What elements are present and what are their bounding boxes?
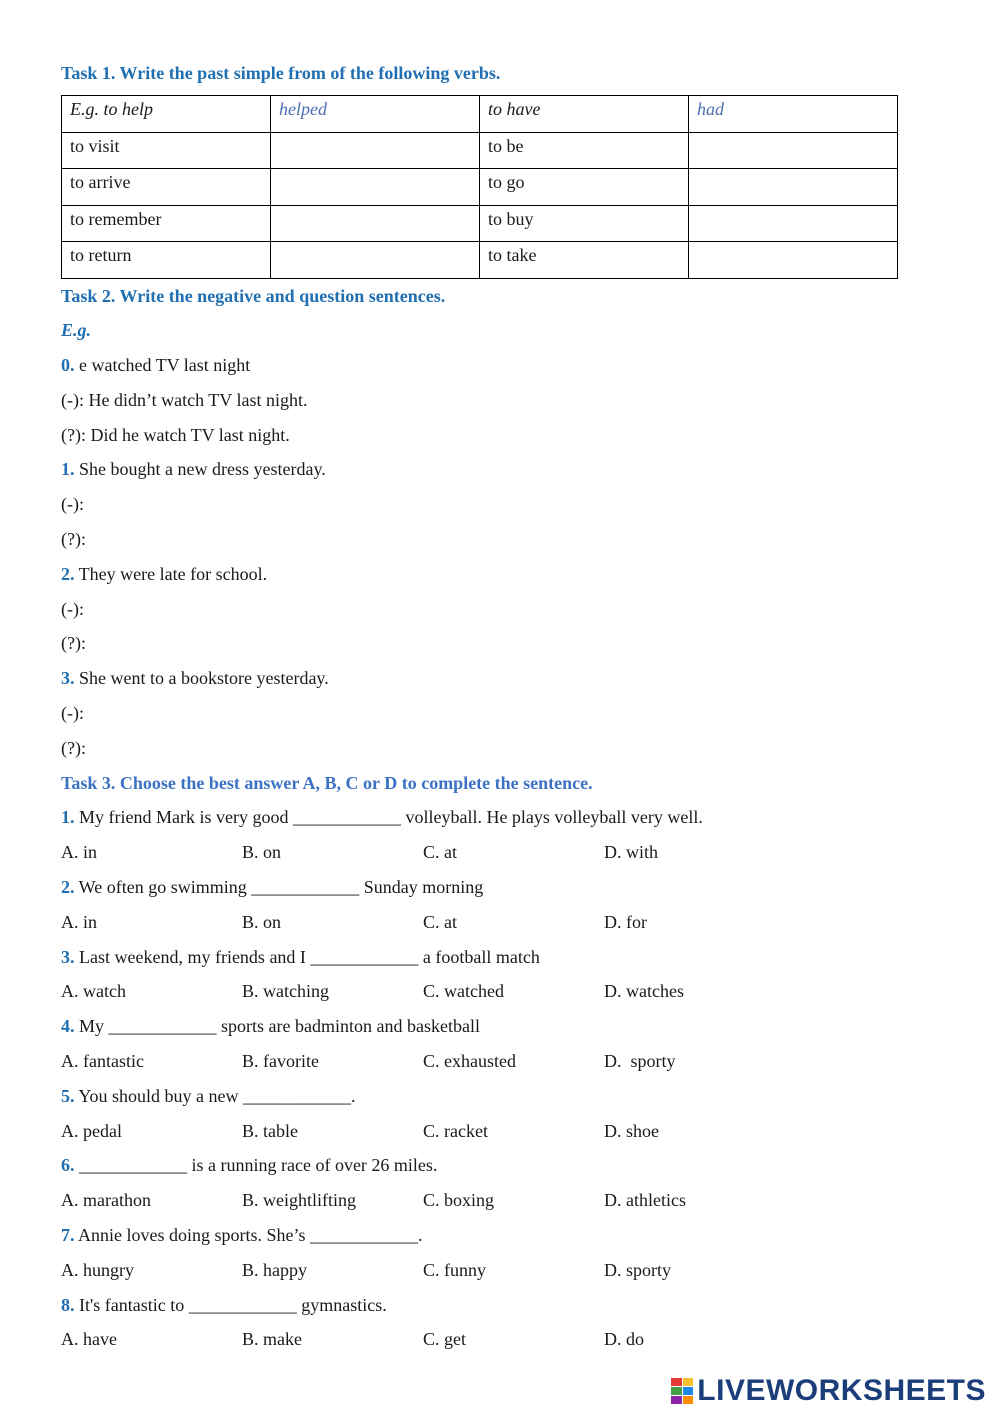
mc-option[interactable]: B. watching [242,981,329,1002]
mc-option[interactable]: B. on [242,842,282,863]
verb-row [62,96,898,133]
mc-options [61,905,901,940]
mc-options [61,1114,901,1149]
liveworksheets-icon [671,1378,693,1404]
example-text: e watched TV last night [74,355,251,376]
mc-question-number: 4. [61,1016,75,1037]
mc-option[interactable]: A. fantastic [61,1051,144,1072]
mc-question-text: We often go swimming ____________ Sunday morning [74,877,484,898]
logo-square [671,1396,682,1404]
answer-blank-cell[interactable] [271,205,480,242]
mc-options [61,835,901,870]
liveworksheets-wordmark: LIVEWORKSHEETS [697,1374,986,1407]
mc-option[interactable]: A. in [61,842,97,863]
question-answer-line[interactable]: (?): [61,529,86,550]
mc-question-text: My ____________ sports are badminton and basketball [74,1016,480,1037]
logo-square [683,1378,694,1386]
mc-question-text: You should buy a new ____________. [74,1085,356,1106]
mc-options [61,1253,901,1288]
mc-question-number: 8. [61,1294,75,1315]
mc-question [61,1288,901,1323]
mc-option[interactable]: A. in [61,911,97,932]
verb-row [62,169,898,206]
verb-row [62,242,898,279]
mc-option[interactable]: C. get [423,1329,466,1350]
mc-question-number: 6. [61,1155,75,1176]
mc-options [61,1183,901,1218]
verb-cell: to arrive [62,169,271,206]
mc-question-text: Annie loves doing sports. She’s ____________. [74,1225,423,1246]
mc-option[interactable]: B. happy [242,1259,307,1280]
verb-cell: to return [62,242,271,279]
task1-title: Task 1. Write the past simple from of the following verbs. [61,63,501,83]
answer-blank-cell[interactable] [271,169,480,206]
example-negative: (-): He didn’t watch TV last night. [61,389,308,410]
mc-option[interactable]: D. watches [604,981,684,1002]
example-label: E.g. [61,320,92,341]
mc-question-text: ____________ is a running race of over 26 miles. [74,1155,438,1176]
mc-question [61,1079,901,1114]
task2-sentence-text: She went to a bookstore yesterday. [74,668,329,689]
mc-option[interactable]: C. racket [423,1120,488,1141]
mc-question [61,1009,901,1044]
logo-square [683,1387,694,1395]
mc-question-number: 1. [61,807,75,828]
task2-sentence [61,661,901,696]
mc-question-text: It's fantastic to ____________ gymnastics. [74,1294,387,1315]
mc-option[interactable]: C. boxing [423,1190,495,1211]
example-number: 0. [61,355,75,376]
mc-question [61,1218,901,1253]
verb-cell: to visit [62,132,271,169]
verb-cell: to go [480,169,689,206]
task2-sentence-text: She bought a new dress yesterday. [74,459,326,480]
mc-question [61,940,901,975]
task2-number: 1. [61,459,75,480]
mc-option[interactable]: C. exhausted [423,1051,516,1072]
mc-option[interactable]: B. on [242,911,282,932]
mc-question-number: 7. [61,1225,75,1246]
mc-option[interactable]: B. make [242,1329,302,1350]
example-answer-cell: helped [271,96,480,133]
mc-option[interactable]: B. favorite [242,1051,319,1072]
task2-items [61,452,901,765]
example-verb-cell: E.g. to help [62,96,271,133]
task2-sentence [61,557,901,592]
mc-option[interactable]: B. weightlifting [242,1190,356,1211]
worksheet [61,58,901,1357]
answer-blank-cell[interactable] [689,242,898,279]
negative-answer-line[interactable]: (-): [61,703,84,724]
mc-question [61,800,901,835]
logo-square [671,1378,682,1386]
task2-number: 3. [61,668,75,689]
mc-options [61,974,901,1009]
mc-question [61,870,901,905]
mc-question-text: My friend Mark is very good ____________ volleyball. He plays volleyball very well. [74,807,703,828]
liveworksheets-logo [671,1374,986,1408]
mc-option[interactable]: D. shoe [604,1120,659,1141]
mc-question-number: 3. [61,946,75,967]
mc-options [61,1044,901,1079]
mc-option[interactable]: C. at [423,911,457,932]
answer-blank-cell[interactable] [689,132,898,169]
task3-title: Task 3. Choose the best answer A, B, C or D to complete the sentence. [61,772,593,793]
answer-blank-cell[interactable] [271,132,480,169]
verb-row [62,205,898,242]
task2-title: Task 2. Write the negative and question sentences. [61,285,446,306]
verb-cell: to remember [62,205,271,242]
answer-blank-cell[interactable] [689,169,898,206]
negative-answer-line[interactable]: (-): [61,598,84,619]
mc-option[interactable]: D. athletics [604,1190,686,1211]
mc-option[interactable]: A. pedal [61,1120,122,1141]
mc-option[interactable]: D. sporty [604,1259,671,1280]
verb-cell: to buy [480,205,689,242]
negative-answer-line[interactable]: (-): [61,494,84,515]
example-sentence [61,348,901,383]
answer-blank-cell[interactable] [689,205,898,242]
mc-question-number: 5. [61,1085,75,1106]
mc-question-text: Last weekend, my friends and I ____________ a football match [74,946,540,967]
mc-option[interactable]: A. hungry [61,1259,134,1280]
mc-option[interactable]: D. sporty [604,1051,676,1072]
mc-option[interactable]: D. with [604,842,658,863]
mc-option[interactable]: A. marathon [61,1190,151,1211]
example-answer-cell: had [689,96,898,133]
mc-question [61,1148,901,1183]
mc-question-number: 2. [61,877,75,898]
question-answer-line[interactable]: (?): [61,737,86,758]
mc-option[interactable]: C. watched [423,981,504,1002]
logo-square [683,1396,694,1404]
example-verb-cell: to have [480,96,689,133]
task2-number: 2. [61,563,75,584]
task2-sentence-text: They were late for school. [74,563,268,584]
logo-square [671,1387,682,1395]
mc-option[interactable]: B. table [242,1120,298,1141]
mc-options [61,1322,901,1357]
question-answer-line[interactable]: (?): [61,633,86,654]
mc-option[interactable]: A. have [61,1329,117,1350]
mc-option[interactable]: C. at [423,842,457,863]
task3-questions [61,800,901,1357]
task2-sentence [61,452,901,487]
mc-option[interactable]: C. funny [423,1259,486,1280]
verb-table [61,95,898,279]
mc-option[interactable]: D. for [604,911,647,932]
mc-option[interactable]: A. watch [61,981,126,1002]
verb-row [62,132,898,169]
example-question: (?): Did he watch TV last night. [61,424,290,445]
mc-option[interactable]: D. do [604,1329,644,1350]
verb-cell: to be [480,132,689,169]
verb-cell: to take [480,242,689,279]
answer-blank-cell[interactable] [271,242,480,279]
